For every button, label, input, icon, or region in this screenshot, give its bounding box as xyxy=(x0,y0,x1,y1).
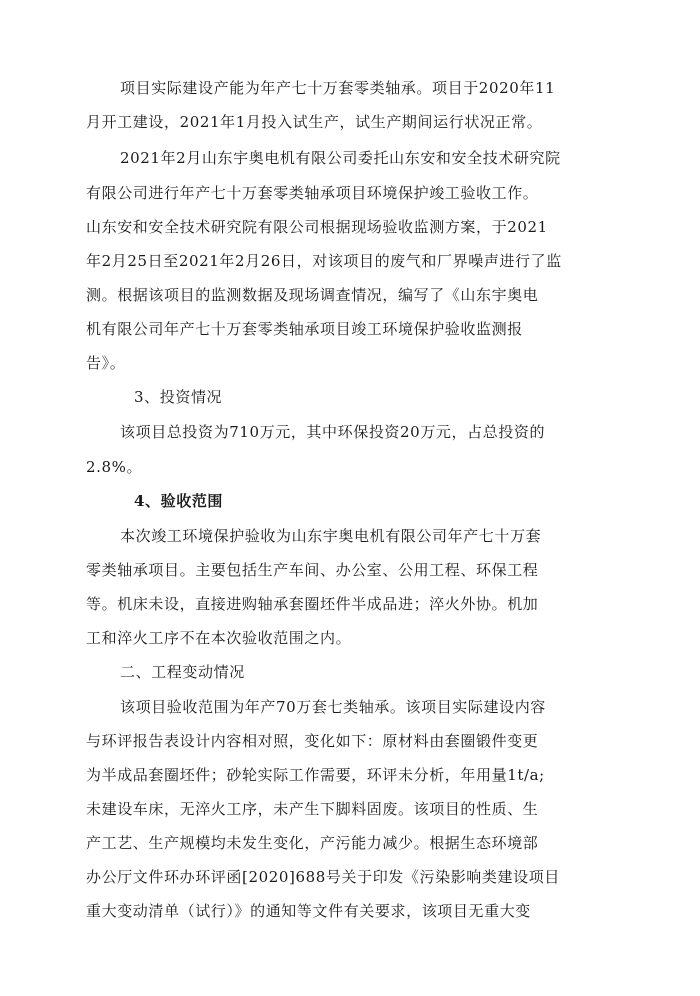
section-heading-scope: 4、验收范围 xyxy=(134,492,224,510)
paragraph-line: 项目实际建设产能为年产七十万套零类轴承。项目于2020年11 xyxy=(120,79,556,97)
paragraph-line: 本次竣工环境保护验收为山东宇奥电机有限公司年产七十万套 xyxy=(120,527,542,545)
paragraph-line: 与环评报告表设计内容相对照，变化如下：原材料由套圈锻件变更 xyxy=(86,732,539,750)
section-heading-investment: 3、投资情况 xyxy=(134,388,223,406)
paragraph-line: 年2月25日至2021年2月26日，对该项目的废气和厂界噪声进行了监 xyxy=(86,252,562,270)
paragraph-line: 工和淬火工序不在本次验收范围之内。 xyxy=(86,629,352,647)
paragraph-line: 2021年2月山东宇奥电机有限公司委托山东安和安全技术研究院 xyxy=(120,149,561,167)
paragraph-line: 为半成品套圈坯件；砂轮实际工作需要，环评未分析，年用量1t/a; xyxy=(86,766,545,784)
paragraph-line: 等。机床未设，直接进购轴承套圈坯件半成品进；淬火外协。机加 xyxy=(86,595,539,613)
paragraph-line: 山东安和安全技术研究院有限公司根据现场验收监测方案，于2021 xyxy=(86,218,548,236)
paragraph-line: 办公厅文件环办环评函[2020]688号关于印发《污染影响类建设项目 xyxy=(86,868,560,886)
paragraph-line: 2.8%。 xyxy=(86,458,143,476)
paragraph-line: 告》。 xyxy=(86,354,126,372)
paragraph-line: 该项目验收范围为年产70万套七类轴承。该项目实际建设内容 xyxy=(120,698,546,716)
paragraph-line: 该项目总投资为710万元，其中环保投资20万元，占总投资的 xyxy=(120,423,546,441)
paragraph-line: 测。根据该项目的监测数据及现场调查情况，编写了《山东宇奥电 xyxy=(86,286,539,304)
paragraph-line: 月开工建设，2021年1月投入试生产，试生产期间运行状况正常。 xyxy=(86,113,543,131)
section-heading-changes: 二、工程变动情况 xyxy=(120,663,245,681)
paragraph-line: 未建设车床，无淬火工序，未产生下脚料固废。该项目的性质、生 xyxy=(86,800,539,818)
paragraph-line: 产工艺、生产规模均未发生变化，产污能力减少。根据生态环境部 xyxy=(86,834,539,852)
paragraph-line: 机有限公司年产七十万套零类轴承项目竣工环境保护验收监测报 xyxy=(86,320,523,338)
paragraph-line: 零类轴承项目。主要包括生产车间、办公室、公用工程、环保工程 xyxy=(86,561,539,579)
paragraph-line: 重大变动清单（试行）》的通知等文件有关要求，该项目无重大变 xyxy=(86,902,531,920)
paragraph-line: 有限公司进行年产七十万套零类轴承项目环境保护竣工验收工作。 xyxy=(86,184,539,202)
